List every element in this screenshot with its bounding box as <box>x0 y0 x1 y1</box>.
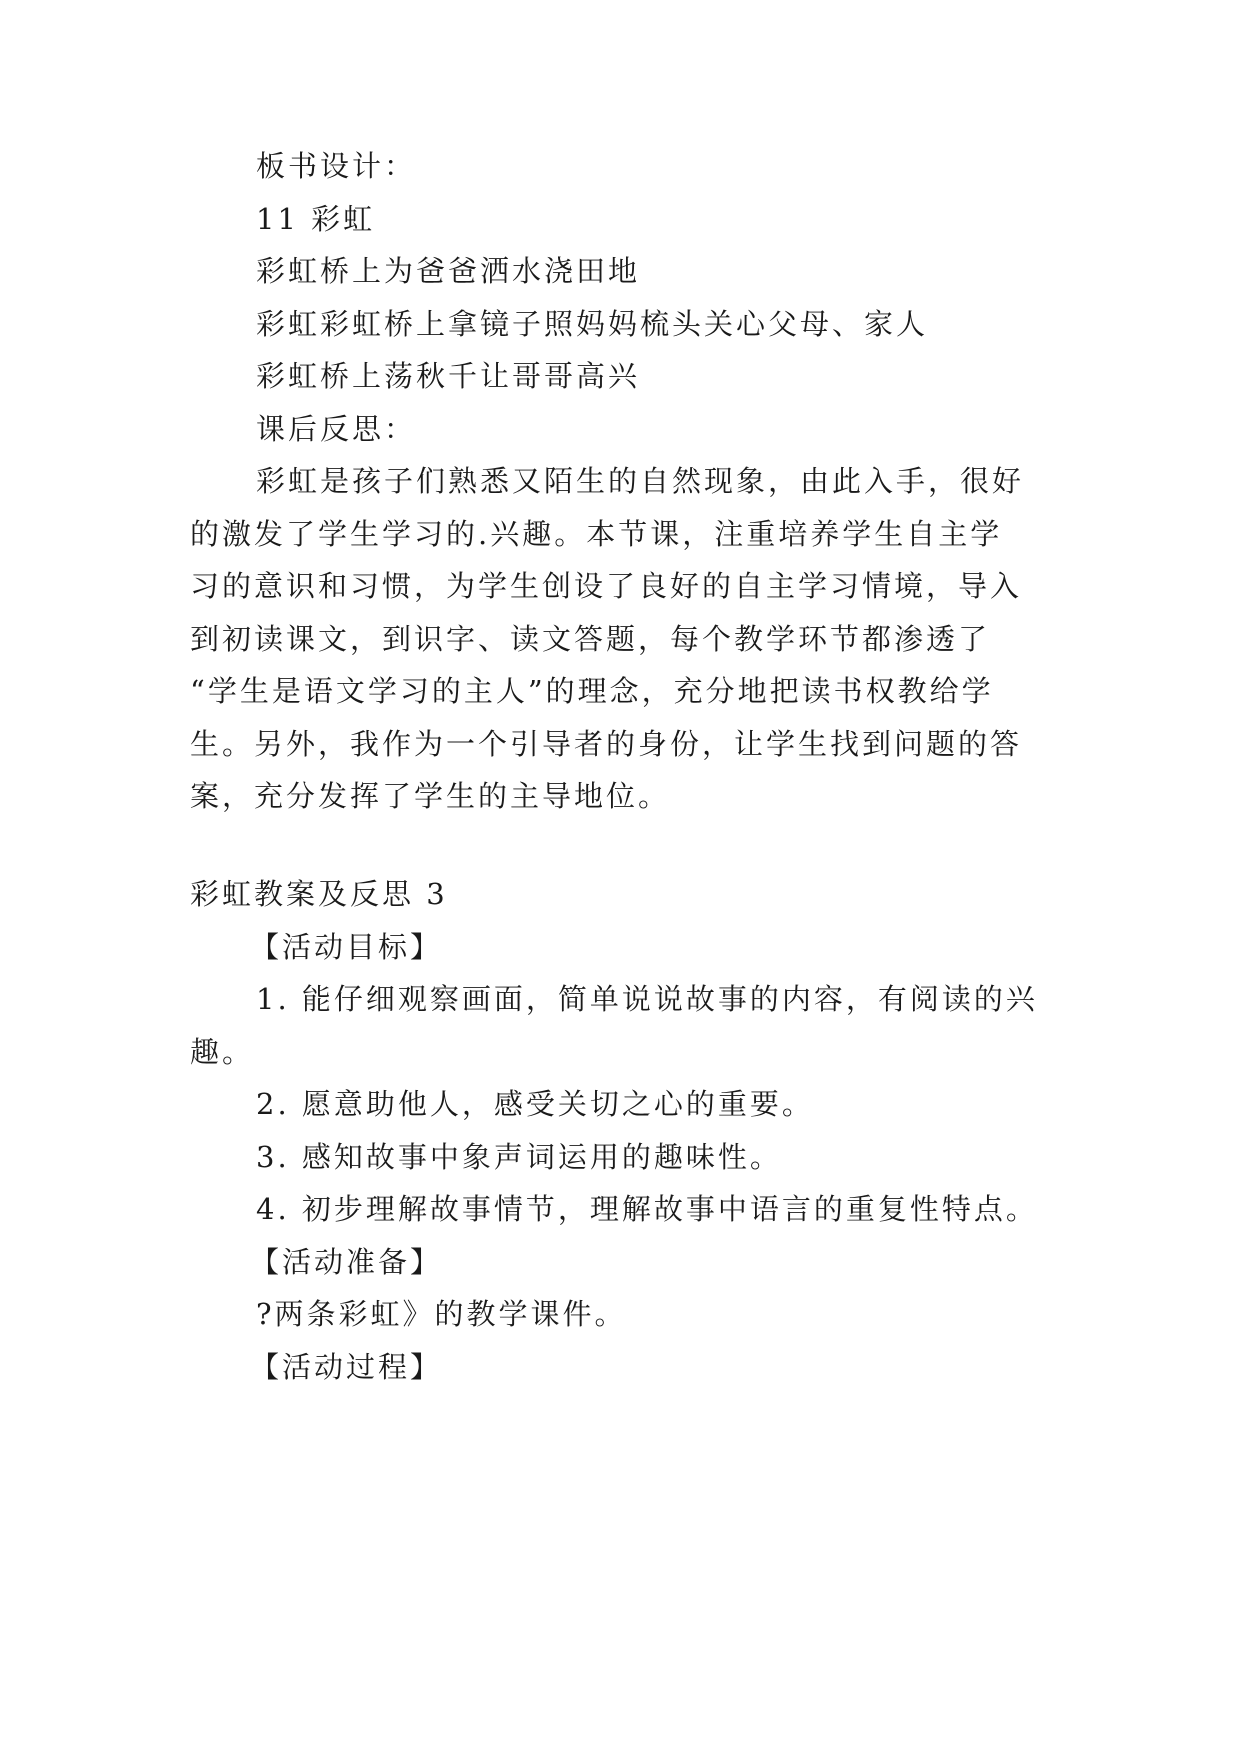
reflection-line: 的激发了学生学习的.兴趣。本节课，注重培养学生自主学 <box>190 517 1003 551</box>
activity-prep-heading: 【活动准备】 <box>250 1245 443 1279</box>
reflection-line: 生。另外，我作为一个引导者的身份，让学生找到问题的答 <box>190 727 1023 761</box>
board-row-1: 彩虹桥上为爸爸洒水浇田地 <box>256 254 641 288</box>
goal-4: 4. 初步理解故事情节，理解故事中语言的重复性特点。 <box>256 1192 1038 1226</box>
board-row-2: 彩虹彩虹桥上拿镜子照妈妈梳头关心父母、家人 <box>256 307 929 341</box>
goal-3: 3. 感知故事中象声词运用的趣味性。 <box>256 1140 782 1174</box>
reflection-line: 彩虹是孩子们熟悉又陌生的自然现象，由此入手，很好 <box>256 464 1025 498</box>
goal-1-line-1: 1. 能仔细观察画面，简单说说故事的内容，有阅读的兴 <box>256 982 1038 1016</box>
board-design-heading: 板书设计： <box>256 149 417 183</box>
activity-prep-text: ?两条彩虹》的教学课件。 <box>256 1297 627 1331</box>
reflection-line: 到初读课文，到识字、读文答题，每个教学环节都渗透了 <box>190 622 991 656</box>
reflection-line: “学生是语文学习的主人”的理念，充分地把读书权教给学 <box>190 674 994 708</box>
reflection-heading: 课后反思： <box>256 412 417 446</box>
goal-2: 2. 愿意助他人，感受关切之心的重要。 <box>256 1087 814 1121</box>
section-title: 彩虹教案及反思 3 <box>190 877 448 911</box>
reflection-line: 案，充分发挥了学生的主导地位。 <box>190 779 671 813</box>
activity-process-heading: 【活动过程】 <box>250 1350 443 1384</box>
goal-1-line-2: 趣。 <box>190 1035 255 1069</box>
board-title: 11 彩虹 <box>256 202 376 236</box>
board-row-3: 彩虹桥上荡秋千让哥哥高兴 <box>256 359 641 393</box>
activity-goals-heading: 【活动目标】 <box>250 930 443 964</box>
reflection-line: 习的意识和习惯，为学生创设了良好的自主学习情境，导入 <box>190 569 1023 603</box>
